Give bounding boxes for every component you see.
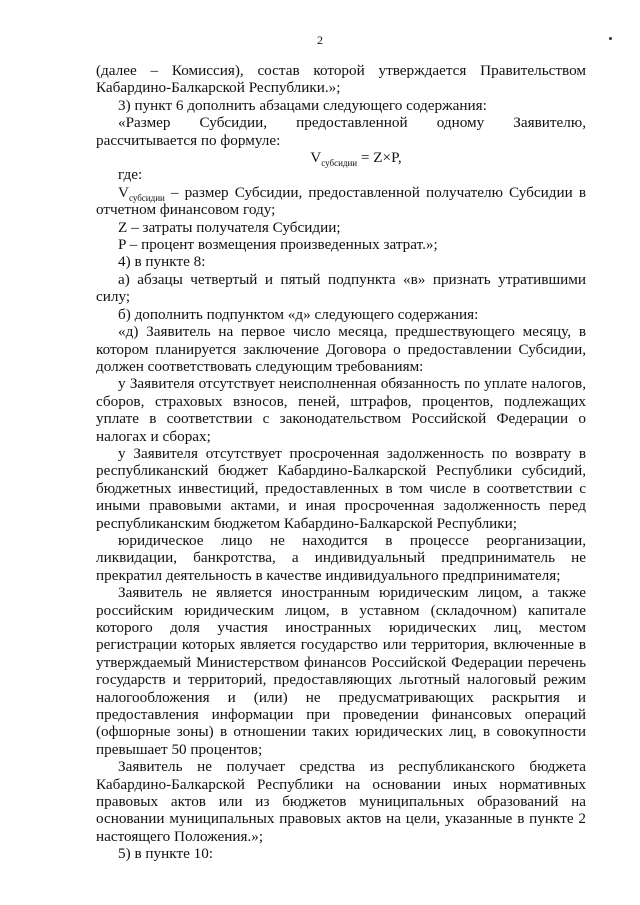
formula <box>96 149 586 169</box>
paragraph-item-3: 3) пункт 6 дополнить абзацами следующего содержания: <box>118 96 487 114</box>
paragraph-subitem-d: «д) Заявитель на первое число месяца, предшествующего месяцу, в котором планируется заключение Договора о предоставлении Субсидии, должен соответствовать следующим требованиям: <box>96 323 586 375</box>
def-v-sub: субсидии <box>128 192 165 203</box>
formula-rest: = Z×P, <box>357 149 402 167</box>
paragraph-req-reorg: юридическое лицо не находится в процессе реорганизации, ликвидации, банкротства, а индивидуальный предприниматель не прекратил деятельность в качестве индивидуального предпринимателя; <box>96 531 586 584</box>
paragraph-item-4a: а) абзацы четвертый и пятый подпункта «в» признать утратившими силу; <box>96 270 586 306</box>
paragraph-item-5: 5) в пункте 10: <box>118 845 214 863</box>
page-number: 2 <box>317 33 323 47</box>
paragraph-where: где: <box>118 166 143 184</box>
document-body <box>96 62 586 863</box>
def-v-text: – размер Субсидии, предоставленной получателю Субсидии в отчетном финансовом году; <box>96 183 586 219</box>
formula-v: V <box>310 149 322 167</box>
def-v-letter: V <box>118 183 129 201</box>
formula-sub: субсидии <box>321 158 358 169</box>
paragraph-item-4b: б) дополнить подпунктом «д» следующего содержания: <box>118 305 479 323</box>
paragraph-req-debt: у Заявителя отсутствует просроченная задолженность по возврату в республиканский бюджет Кабардино-Балкарской Республики субсидий, бюджетных инвестиций, предоставленных в том числе в соответствии с иными правовыми актами, и иная просроченная задолженность перед республиканским бюджетом Кабардино-Балкарской Республики; <box>96 444 586 532</box>
paragraph-subsidy-size: «Размер Субсидии, предоставленной одному Заявителю, рассчитывается по формуле: <box>96 114 586 149</box>
paragraph-item-4: 4) в пункте 8: <box>118 253 206 271</box>
paragraph-commission: (далее – Комиссия), состав которой утверждается Правительством Кабардино-Балкарской Республики.»; <box>96 62 586 97</box>
paragraph-req-foreign: Заявитель не является иностранным юридическим лицом, а также российским юридическим лицом, в уставном (складочном) капитале которого доля участия иностранных юридических лиц, местом регистрации которых является государство или территория, включенные в утверждаемый Министерством финансов Российской Федерации перечень государств и территорий, предоставляющих льготный налоговый режим налогообложения и (или) не предусматривающих раскрытия и предоставления информации при проведении финансовых операций (офшорные зоны) в отношении таких юридических лиц, в совокупности превышает 50 процентов; <box>96 584 586 758</box>
paragraph-def-p: P – процент возмещения произведенных затрат.»; <box>118 236 438 254</box>
paragraph-def-z: Z – затраты получателя Субсидии; <box>118 218 341 236</box>
paragraph-req-funds: Заявитель не получает средства из республиканского бюджета Кабардино-Балкарской Республики на основании иных нормативных правовых актов или из бюджетов муниципальных образований на основании муниципальных правовых актов на цели, указанные в пункте 2 настоящего Положения.»; <box>96 758 586 845</box>
paragraph-req-taxes: у Заявителя отсутствует неисполненная обязанность по уплате налогов, сборов, страховых взносов, пеней, штрафов, процентов, подлежащих уплате в соответствии с законодательством Российской Федерации о налогах и сборах; <box>96 375 586 445</box>
paragraph-def-v <box>96 184 586 219</box>
